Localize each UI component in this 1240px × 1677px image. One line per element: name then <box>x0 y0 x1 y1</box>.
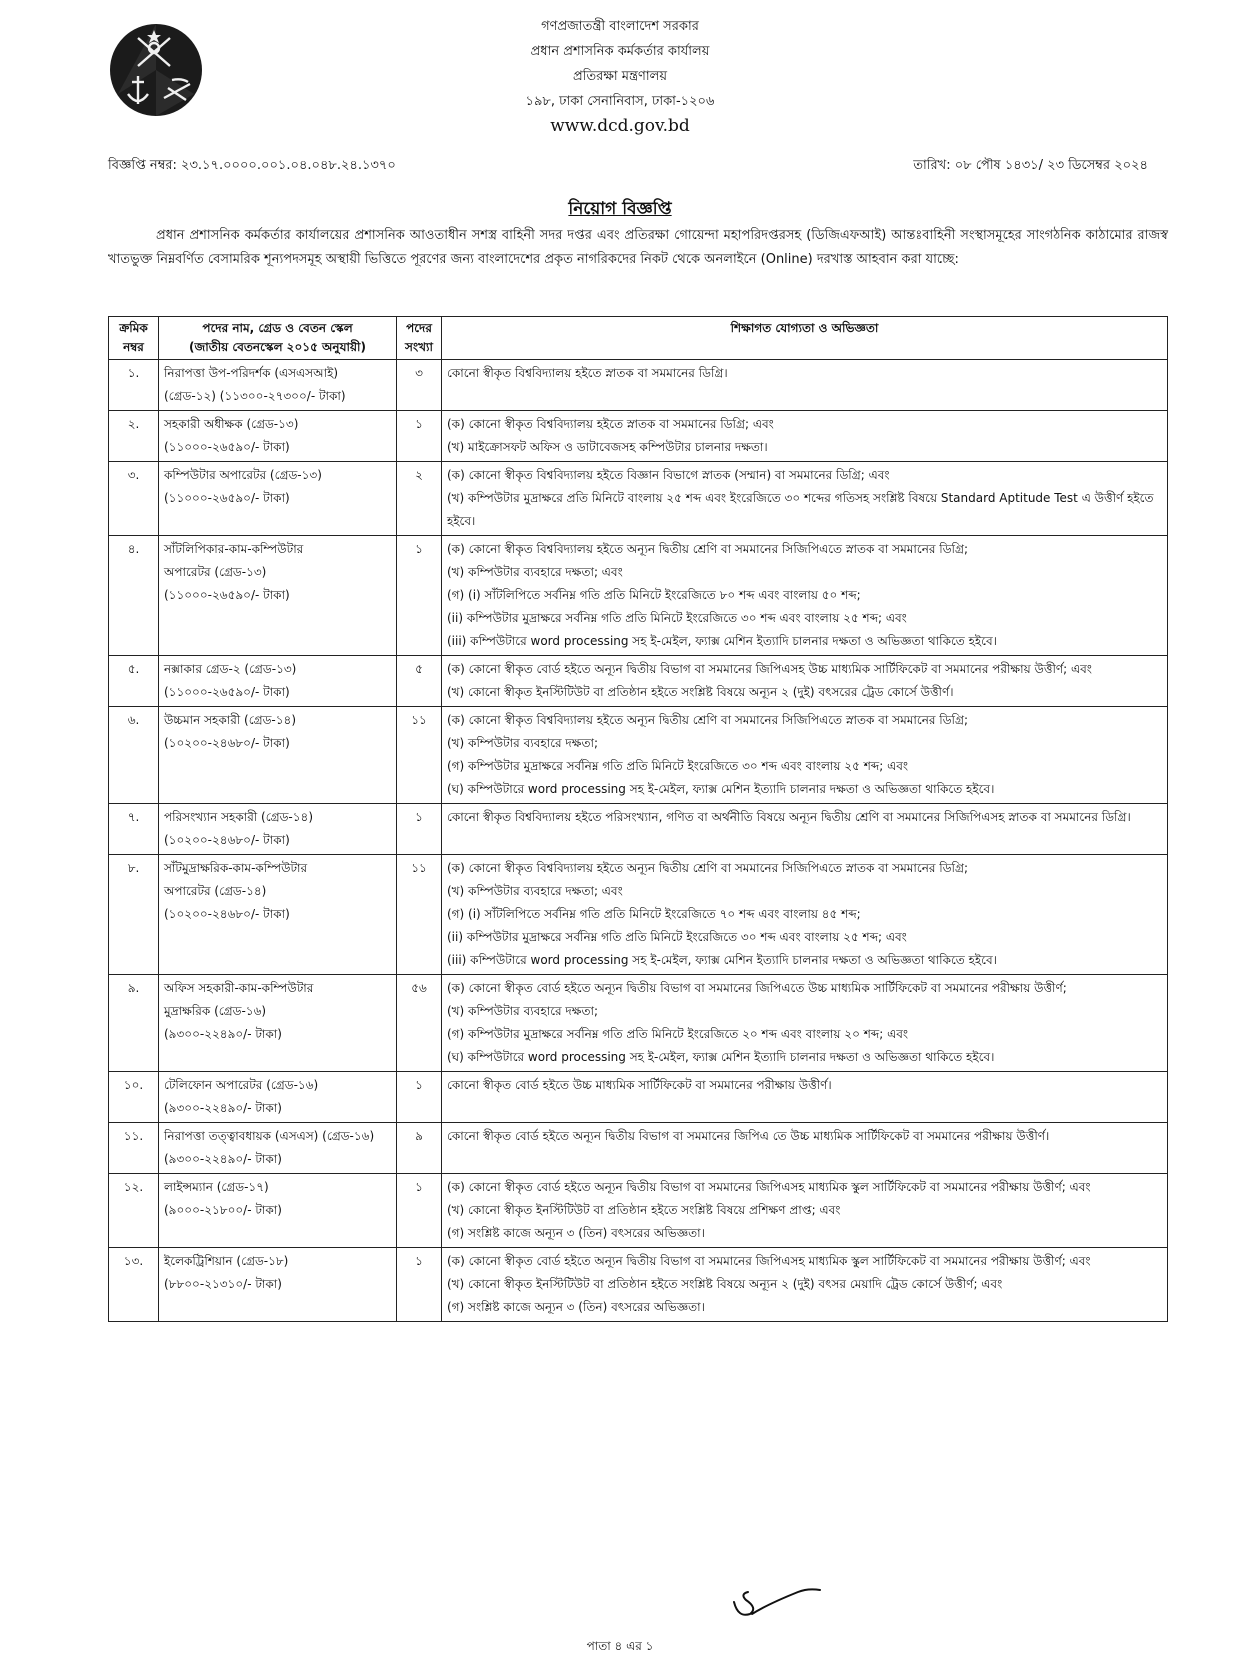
qualification-line: (iii) কম্পিউটারে word processing সহ ই-মেইল, ফ্যাক্স মেশিন ইত্যাদি চালনার দক্ষতা ও অভিজ্ঞতা থাকিতে হইবে। <box>447 634 997 648</box>
cell-serial: ১০. <box>109 1072 159 1123</box>
table-row <box>109 1123 1168 1174</box>
table-header-row <box>109 317 1168 360</box>
cell-count: ১ <box>397 411 442 462</box>
cell-count: ৫৬ <box>397 975 442 1072</box>
cell-qualification <box>442 360 1168 411</box>
cell-post <box>159 1174 397 1248</box>
header-count <box>397 317 442 360</box>
qualification-line: (ক) কোনো স্বীকৃত বিশ্ববিদ্যালয় হইতে অন্যূন দ্বিতীয় শ্রেণি বা সমমানের সিজিপিএতে স্নাতক বা সমমানের ডিগ্রি; <box>447 861 968 875</box>
qualification-line: (ক) কোনো স্বীকৃত বোর্ড হইতে অন্যূন দ্বিতীয় বিভাগ বা সমমানের জিপিএসহ মাধ্যমিক স্কুল সার্টিফিকেট বা সমমানের পরীক্ষায় উত্তীর্ণ; এবং <box>447 1180 1091 1194</box>
cell-count: ১ <box>397 1174 442 1248</box>
post-line: (১১০০০-২৬৫৯০/- টাকা) <box>164 440 290 454</box>
cell-post <box>159 656 397 707</box>
qualification-line: (ii) কম্পিউটার মুদ্রাক্ষরে সর্বনিম্ন গতি প্রতি মিনিটে ইংরেজিতে ৩০ শব্দ এবং বাংলায় ২৫ শব্দ; এবং <box>447 930 907 944</box>
qualification-line: (ক) কোনো স্বীকৃত বিশ্ববিদ্যালয় হইতে স্নাতক বা সমমানের ডিগ্রি; এবং <box>447 417 774 431</box>
cell-post <box>159 1248 397 1322</box>
post-line: (১০২০০-২৪৬৮০/- টাকা) <box>164 907 290 921</box>
qualification-line: (খ) কম্পিউটার ব্যবহারে দক্ষতা; <box>447 1004 598 1018</box>
qualification-line: (ঘ) কম্পিউটারে word processing সহ ই-মেইল, ফ্যাক্স মেশিন ইত্যাদি চালনার দক্ষতা ও অভিজ্ঞতা থাকিতে হইবে। <box>447 1050 995 1064</box>
table-row <box>109 360 1168 411</box>
header-serial-line1: ক্রমিক <box>119 321 148 335</box>
qualification-line: (গ) সংশ্লিষ্ট কাজে অন্যূন ৩ (তিন) বৎসরের অভিজ্ঞতা। <box>447 1226 705 1240</box>
cell-serial: ১৩. <box>109 1248 159 1322</box>
vacancy-table <box>108 316 1168 1322</box>
qualification-line: (গ) (i) সাঁটলিপিতে সর্বনিম্ন গতি প্রতি মিনিটে ইংরেজিতে ৭০ শব্দ এবং বাংলায় ৪৫ শব্দ; <box>447 907 861 921</box>
qualification-line: (খ) কম্পিউটার ব্যবহারে দক্ষতা; <box>447 736 598 750</box>
page-title <box>0 196 1240 224</box>
header-serial <box>109 317 159 360</box>
header-qualification: শিক্ষাগত যোগ্যতা ও অভিজ্ঞতা <box>442 317 1168 360</box>
cell-serial: ১. <box>109 360 159 411</box>
cell-qualification <box>442 411 1168 462</box>
table-row <box>109 1174 1168 1248</box>
cell-post <box>159 360 397 411</box>
cell-count: ৫ <box>397 656 442 707</box>
table-row <box>109 411 1168 462</box>
qualification-line: কোনো স্বীকৃত বোর্ড হইতে অন্যূন দ্বিতীয় বিভাগ বা সমমানের জিপিএ তে উচ্চ মাধ্যমিক সার্টিফিকেট বা সমমানের পরীক্ষায় উত্তীর্ণ। <box>447 1129 1050 1143</box>
post-line: অপারেটর (গ্রেড-১৩) <box>164 565 267 579</box>
table-row <box>109 975 1168 1072</box>
office-header <box>0 14 1240 138</box>
cell-qualification <box>442 462 1168 536</box>
cell-qualification <box>442 1174 1168 1248</box>
signature <box>728 1584 828 1624</box>
cell-post <box>159 1123 397 1174</box>
header-post-line2: (জাতীয় বেতনস্কেল ২০১৫ অনুযায়ী) <box>189 340 366 354</box>
table-row <box>109 707 1168 804</box>
qualification-line: (গ) সংশ্লিষ্ট কাজে অন্যূন ৩ (তিন) বৎসরের অভিজ্ঞতা। <box>447 1300 705 1314</box>
cell-post <box>159 462 397 536</box>
cell-serial: ২. <box>109 411 159 462</box>
cell-serial: ৪. <box>109 536 159 656</box>
table-body <box>109 360 1168 1322</box>
qualification-line: (ক) কোনো স্বীকৃত বোর্ড হইতে অন্যূন দ্বিতীয় বিভাগ বা সমমানের জিপিএতে উচ্চ মাধ্যমিক সার্টিফিকেট বা সমমানের পরীক্ষায় উত্তীর্ণ; <box>447 981 1067 995</box>
post-line: (৯৩০০-২২৪৯০/- টাকা) <box>164 1027 282 1041</box>
post-line: কম্পিউটার অপারেটর (গ্রেড-১৩) <box>164 468 322 482</box>
cell-qualification <box>442 1123 1168 1174</box>
table-row <box>109 1248 1168 1322</box>
cell-post <box>159 855 397 975</box>
post-line: নক্সাকার গ্রেড-২ (গ্রেড-১৩) <box>164 662 297 676</box>
cell-post <box>159 975 397 1072</box>
cell-serial: ৫. <box>109 656 159 707</box>
page-number: পাতা ৪ এর ১ <box>586 1639 654 1653</box>
qualification-line: (খ) মাইক্রোসফট অফিস ও ডাটাবেজসহ কম্পিউটার চালনার দক্ষতা। <box>447 440 768 454</box>
header-post-line1: পদের নাম, গ্রেড ও বেতন স্কেল <box>202 321 353 335</box>
post-line: (১০২০০-২৪৬৮০/- টাকা) <box>164 736 290 750</box>
qualification-line: (খ) কম্পিউটার ব্যবহারে দক্ষতা; এবং <box>447 884 623 898</box>
qualification-line: (ক) কোনো স্বীকৃত বিশ্ববিদ্যালয় হইতে অন্যূন দ্বিতীয় শ্রেণি বা সমমানের সিজিপিএতে স্নাতক বা সমমানের ডিগ্রি; <box>447 713 968 727</box>
qualification-line: কোনো স্বীকৃত বিশ্ববিদ্যালয় হইতে পরিসংখ্যান, গণিত বা অর্থনীতি বিষয়ে অন্যূন দ্বিতীয় শ্রেণি বা সমমানের সিজিপিএসহ স্নাতক বা সমমানের ডিগ্রি। <box>447 810 1131 824</box>
cell-count: ৩ <box>397 360 442 411</box>
website-link[interactable]: www.dcd.gov.bd <box>550 116 690 136</box>
table-row <box>109 1072 1168 1123</box>
cell-post <box>159 1072 397 1123</box>
cell-serial: ৯. <box>109 975 159 1072</box>
post-line: (৯৩০০-২২৪৯০/- টাকা) <box>164 1152 282 1166</box>
post-line: নিরাপত্তা উপ-পরিদর্শক (এসএসআই) <box>164 366 339 380</box>
cell-count: ১১ <box>397 855 442 975</box>
header-line-ministry: প্রতিরক্ষা মন্ত্রণালয় <box>573 69 667 84</box>
post-line: লাইন্সম্যান (গ্রেড-১৭) <box>164 1180 269 1194</box>
post-line: (৯৩০০-২২৪৯০/- টাকা) <box>164 1101 282 1115</box>
qualification-line: কোনো স্বীকৃত বিশ্ববিদ্যালয় হইতে স্নাতক বা সমমানের ডিগ্রি। <box>447 366 728 380</box>
table-row <box>109 855 1168 975</box>
cell-qualification <box>442 804 1168 855</box>
qualification-line: কোনো স্বীকৃত বোর্ড হইতে উচ্চ মাধ্যমিক সার্টিফিকেট বা সমমানের পরীক্ষায় উত্তীর্ণ। <box>447 1078 832 1092</box>
cell-post <box>159 536 397 656</box>
header-line-office: প্রধান প্রশাসনিক কর্মকর্তার কার্যালয় <box>530 44 710 59</box>
header-serial-line2: নম্বর <box>123 340 144 354</box>
cell-qualification <box>442 536 1168 656</box>
post-line: (১১০০০-২৬৫৯০/- টাকা) <box>164 685 290 699</box>
memo-date: তারিখ: ০৮ পৌষ ১৪৩১/ ২৩ ডিসেম্বর ২০২৪ <box>913 158 1148 173</box>
post-line: মুদ্রাক্ষরিক (গ্রেড-১৬) <box>164 1004 267 1018</box>
cell-qualification <box>442 855 1168 975</box>
post-line: অপারেটর (গ্রেড-১৪) <box>164 884 267 898</box>
cell-count: ১ <box>397 1072 442 1123</box>
post-line: (১১০০০-২৬৫৯০/- টাকা) <box>164 588 290 602</box>
post-line: (১১০০০-২৬৫৯০/- টাকা) <box>164 491 290 505</box>
qualification-line: (খ) কম্পিউটার ব্যবহারে দক্ষতা; এবং <box>447 565 623 579</box>
cell-count: ৯ <box>397 1123 442 1174</box>
cell-serial: ৩. <box>109 462 159 536</box>
cell-qualification <box>442 707 1168 804</box>
header-post <box>159 317 397 360</box>
qualification-line: (iii) কম্পিউটারে word processing সহ ই-মেইল, ফ্যাক্স মেশিন ইত্যাদি চালনার দক্ষতা ও অভিজ্ঞতা থাকিতে হইবে। <box>447 953 997 967</box>
cell-qualification <box>442 1072 1168 1123</box>
qualification-line: (ii) কম্পিউটার মুদ্রাক্ষরে সর্বনিম্ন গতি প্রতি মিনিটে ইংরেজিতে ৩০ শব্দ এবং বাংলায় ২৫ শব্দ; এবং <box>447 611 907 625</box>
table-row <box>109 536 1168 656</box>
post-line: (৯০০০-২১৮০০/- টাকা) <box>164 1203 282 1217</box>
qualification-line: (খ) কোনো স্বীকৃত ইনস্টিটিউট বা প্রতিষ্ঠান হইতে সংশ্লিষ্ট বিষয়ে প্রশিক্ষণ প্রাপ্ত; এবং <box>447 1203 841 1217</box>
title-text: নিয়োগ বিজ্ঞপ্তি <box>568 199 672 219</box>
cell-count: ১ <box>397 536 442 656</box>
cell-post <box>159 707 397 804</box>
post-line: সাঁটমুদ্রাক্ষরিক-কাম-কম্পিউটার <box>164 861 308 875</box>
cell-serial: ৮. <box>109 855 159 975</box>
cell-qualification <box>442 1248 1168 1322</box>
post-line: ইলেকট্রিশিয়ান (গ্রেড-১৮) <box>164 1254 289 1268</box>
header-count-line2: সংখ্যা <box>405 340 433 354</box>
qualification-line: (গ) কম্পিউটার মুদ্রাক্ষরে সর্বনিম্ন গতি প্রতি মিনিটে ইংরেজিতে ৩০ শব্দ এবং বাংলায় ২৫ শব্দ; এবং <box>447 759 909 773</box>
cell-serial: ১২. <box>109 1174 159 1248</box>
header-line-government: গণপ্রজাতন্ত্রী বাংলাদেশ সরকার <box>541 19 699 34</box>
cell-count: ১ <box>397 804 442 855</box>
qualification-line: (ক) কোনো স্বীকৃত বিশ্ববিদ্যালয় হইতে বিজ্ঞান বিভাগে স্নাতক (সম্মান) বা সমমানের ডিগ্রি; এবং <box>447 468 890 482</box>
post-line: সহকারী অধীক্ষক (গ্রেড-১৩) <box>164 417 299 431</box>
post-line: টেলিফোন অপারেটর (গ্রেড-১৬) <box>164 1078 319 1092</box>
header-line-address: ১৯৮, ঢাকা সেনানিবাস, ঢাকা-১২০৬ <box>525 94 715 109</box>
qualification-line: (গ) (i) সাঁটলিপিতে সর্বনিম্ন গতি প্রতি মিনিটে ইংরেজিতে ৮০ শব্দ এবং বাংলায় ৫০ শব্দ; <box>447 588 861 602</box>
cell-qualification <box>442 975 1168 1072</box>
post-line: (৮৮০০-২১৩১০/- টাকা) <box>164 1277 282 1291</box>
qualification-line: (খ) কম্পিউটার মুদ্রাক্ষরে প্রতি মিনিটে বাংলায় ২৫ শব্দ এবং ইংরেজিতে ৩০ শব্দের গতিসহ সংশ্লিষ্ট বিষয়ে Standard Aptitude Test এ উত্তীর্ণ হইতে হইবে। <box>447 491 1154 528</box>
cell-serial: ১১. <box>109 1123 159 1174</box>
cell-count: ১ <box>397 1248 442 1322</box>
post-line: সাঁটলিপিকার-কাম-কম্পিউটার <box>164 542 304 556</box>
qualification-line: (খ) কোনো স্বীকৃত ইনস্টিটিউট বা প্রতিষ্ঠান হইতে সংশ্লিষ্ট বিষয়ে অন্যূন ২ (দুই) বৎসর মেয়াদি ট্রেড কোর্সে উত্তীর্ণ; এবং <box>447 1277 1003 1291</box>
cell-post <box>159 804 397 855</box>
table-row <box>109 804 1168 855</box>
post-line: পরিসংখ্যান সহকারী (গ্রেড-১৪) <box>164 810 314 824</box>
header-count-line1: পদের <box>406 321 432 335</box>
post-line: (গ্রেড-১২) (১১৩০০-২৭৩০০/- টাকা) <box>164 389 346 403</box>
qualification-line: (ক) কোনো স্বীকৃত বোর্ড হইতে অন্যূন দ্বিতীয় বিভাগ বা সমমানের জিপিএসহ মাধ্যমিক স্কুল সার্টিফিকেট বা সমমানের পরীক্ষায় উত্তীর্ণ; এবং <box>447 1254 1091 1268</box>
table-row <box>109 656 1168 707</box>
cell-serial: ৬. <box>109 707 159 804</box>
post-line: নিরাপত্তা তত্ত্বাবধায়ক (এসএস) (গ্রেড-১৬) <box>164 1129 375 1143</box>
cell-serial: ৭. <box>109 804 159 855</box>
intro-paragraph: প্রধান প্রশাসনিক কর্মকর্তার কার্যালয়ের প্রশাসনিক আওতাধীন সশস্ত্র বাহিনী সদর দপ্তর এবং প্রতিরক্ষা গোয়েন্দা মহাপরিদপ্তরসহ (ডিজিএফআই) আন্তঃবাহিনী সংস্থাসমূহের সাংগঠনিক কাঠামোর রাজস্ব খাতভুক্ত নিম্নবর্ণিত বেসামরিক শূন্যপদসমূহ অস্থায়ী ভিত্তিতে পূরণের জন্য বাংলাদেশের প্রকৃত নাগরিকদের নিকট থেকে অনলাইনে (Online) দরখাস্ত আহবান করা যাচ্ছে: <box>108 228 1168 267</box>
cell-count: ১১ <box>397 707 442 804</box>
qualification-line: (ক) কোনো স্বীকৃত বোর্ড হইতে অন্যূন দ্বিতীয় বিভাগ বা সমমানের জিপিএসহ উচ্চ মাধ্যমিক সার্টিফিকেট বা সমমানের পরীক্ষায় উত্তীর্ণ; এবং <box>447 662 1092 676</box>
post-line: অফিস সহকারী-কাম-কম্পিউটার <box>164 981 314 995</box>
qualification-line: (গ) কম্পিউটার মুদ্রাক্ষরে সর্বনিম্ন গতি প্রতি মিনিটে ইংরেজিতে ২০ শব্দ এবং বাংলায় ২০ শব্দ; এবং <box>447 1027 909 1041</box>
post-line: (১০২০০-২৪৬৮০/- টাকা) <box>164 833 290 847</box>
memo-number: বিজ্ঞপ্তি নম্বর: ২৩.১৭.০০০০.০০১.০৪.০৪৮.২৪.১৩৭০ <box>108 158 396 173</box>
table-row <box>109 462 1168 536</box>
cell-count: ২ <box>397 462 442 536</box>
cell-qualification <box>442 656 1168 707</box>
cell-post <box>159 411 397 462</box>
qualification-line: (খ) কোনো স্বীকৃত ইনস্টিটিউট বা প্রতিষ্ঠান হইতে সংশ্লিষ্ট বিষয়ে অন্যূন ২ (দুই) বৎসরের ট্রেড কোর্সে উত্তীর্ণ। <box>447 685 954 699</box>
qualification-line: (ঘ) কম্পিউটারে word processing সহ ই-মেইল, ফ্যাক্স মেশিন ইত্যাদি চালনার দক্ষতা ও অভিজ্ঞতা থাকিতে হইবে। <box>447 782 995 796</box>
post-line: উচ্চমান সহকারী (গ্রেড-১৪) <box>164 713 297 727</box>
qualification-line: (ক) কোনো স্বীকৃত বিশ্ববিদ্যালয় হইতে অন্যূন দ্বিতীয় শ্রেণি বা সমমানের সিজিপিএতে স্নাতক বা সমমানের ডিগ্রি; <box>447 542 968 556</box>
